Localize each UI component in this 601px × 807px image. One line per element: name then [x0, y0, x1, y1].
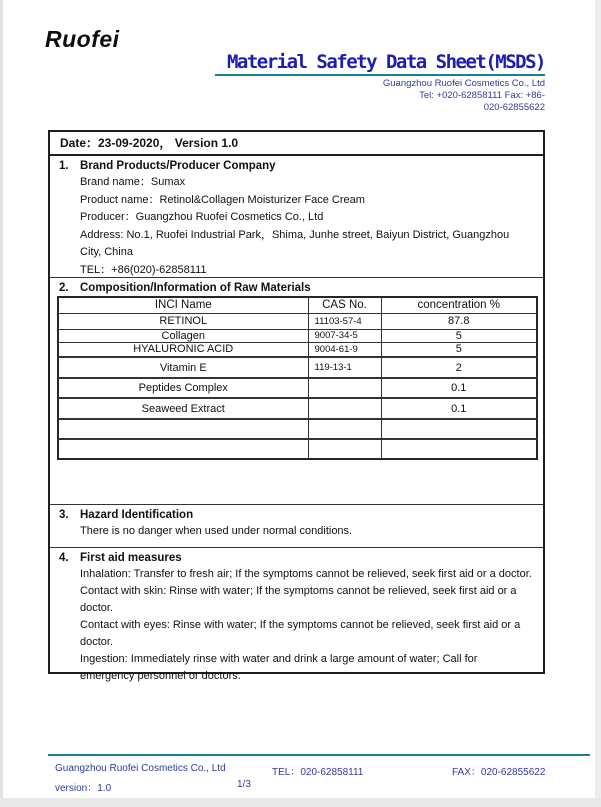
footer-page-number: 1/3 — [237, 779, 251, 790]
section-heading — [50, 505, 543, 523]
header-contact-block — [383, 78, 545, 114]
concentration-cell: 0.1 — [381, 378, 537, 398]
col-header-cas: CAS No. — [308, 297, 381, 313]
content-box — [48, 130, 545, 682]
inci-cell — [58, 439, 308, 459]
product-name-line: Product name：Retinol&Collagen Moisturizer Face Cream — [80, 193, 365, 206]
page-edge-right — [595, 0, 601, 807]
inhalation-text: Inhalation: Transfer to fresh air; If the symptoms cannot be relieved, seek first aid or a doctor. — [80, 568, 532, 580]
cas-cell — [308, 398, 381, 419]
composition-table — [57, 296, 538, 460]
section-first-aid — [50, 548, 543, 682]
section-title: Brand Products/Producer Company — [80, 160, 276, 172]
concentration-cell — [381, 439, 537, 459]
section-title: Hazard Identification — [80, 509, 194, 521]
concentration-cell: 5 — [381, 342, 537, 357]
table-row — [58, 357, 537, 378]
inci-cell: Peptides Complex — [58, 378, 308, 398]
cas-cell: 119-13-1 — [308, 357, 381, 378]
col-header-inci: INCI Name — [58, 297, 308, 313]
cas-cell: 9007-34-5 — [308, 329, 381, 342]
cas-cell — [308, 419, 381, 439]
page-edge-left — [0, 0, 3, 807]
concentration-cell: 0.1 — [381, 398, 537, 419]
table-row — [58, 378, 537, 398]
section-heading — [50, 156, 543, 174]
table-row — [58, 342, 537, 357]
eye-contact-text: Contact with eyes: Rinse with water; If the symptoms cannot be relieved, seek first aid or a doctor. — [80, 619, 521, 648]
col-header-concentration: concentration % — [381, 297, 537, 313]
address-line: Address: No.1, Ruofei Industrial Park，Shima, Junhe street, Baiyun District, Guangzhou City, China — [80, 228, 510, 258]
concentration-cell: 5 — [381, 329, 537, 342]
table-row-empty — [58, 419, 537, 439]
section-number: 3. — [59, 509, 69, 521]
footer-company: Guangzhou Ruofei Cosmetics Co., Ltd — [55, 763, 226, 774]
section-brand-producer — [50, 156, 543, 278]
cas-cell — [308, 439, 381, 459]
table-row — [58, 313, 537, 329]
inci-cell: Seaweed Extract — [58, 398, 308, 419]
section-title: First aid measures — [80, 552, 182, 564]
section-number: 1. — [59, 160, 69, 172]
table-row — [58, 398, 537, 419]
header-tel-fax: Tel: +020-62858111 Fax: +86- — [419, 90, 545, 101]
footer-fax: FAX：020-62855622 — [452, 767, 546, 778]
section-heading — [50, 278, 543, 296]
producer-line: Producer：Guangzhou Ruofei Cosmetics Co., Ltd — [80, 211, 324, 223]
tel-line: TEL：+86(020)-62858111 — [80, 263, 207, 276]
footer-version: version：1.0 — [55, 783, 112, 794]
section-number: 4. — [59, 552, 69, 564]
brand-name-line: Brand name：Sumax — [80, 176, 186, 188]
hazard-text: There is no danger when used under normal conditions. — [80, 525, 353, 537]
section-title: Composition/Information of Raw Materials — [80, 282, 311, 294]
inci-cell: RETINOL — [58, 313, 308, 329]
cas-cell — [308, 378, 381, 398]
section-number: 2. — [59, 282, 69, 294]
concentration-cell: 87.8 — [381, 313, 537, 329]
table-row-empty — [58, 439, 537, 459]
section-composition — [50, 278, 543, 505]
header-company-name: Guangzhou Ruofei Cosmetics Co., Ltd — [382, 78, 545, 89]
header-fax-continued: 020-62855622 — [483, 102, 545, 113]
ingestion-text: Ingestion: Immediately rinse with water and drink a large amount of water; Call for emergency personnel or doctors. — [80, 653, 478, 682]
concentration-cell: 2 — [381, 357, 537, 378]
footer-tel: TEL：020-62858111 — [272, 767, 364, 778]
section-hazard — [50, 505, 543, 548]
concentration-cell — [381, 419, 537, 439]
cas-cell: 11103-57-4 — [308, 313, 381, 329]
document-title: Material Safety Data Sheet(MSDS) — [226, 51, 545, 73]
table-header-row — [58, 297, 537, 313]
footer-divider — [48, 754, 590, 756]
inci-cell: Collagen — [58, 329, 308, 342]
table-row — [58, 329, 537, 342]
company-logo: Ruofei — [45, 26, 120, 52]
inci-cell — [58, 419, 308, 439]
cas-cell: 9004-61-9 — [308, 342, 381, 357]
inci-cell: HYALURONIC ACID — [58, 342, 308, 357]
title-underline — [215, 74, 545, 76]
page-edge-bottom — [0, 798, 601, 807]
inci-cell: Vitamin E — [58, 357, 308, 378]
skin-contact-text: Contact with skin: Rinse with water; If the symptoms cannot be relieved, seek first aid or a doctor. — [80, 585, 517, 614]
section-heading — [50, 548, 543, 566]
date-version-row: Date：23-09-2020， Version 1.0 — [50, 132, 543, 156]
